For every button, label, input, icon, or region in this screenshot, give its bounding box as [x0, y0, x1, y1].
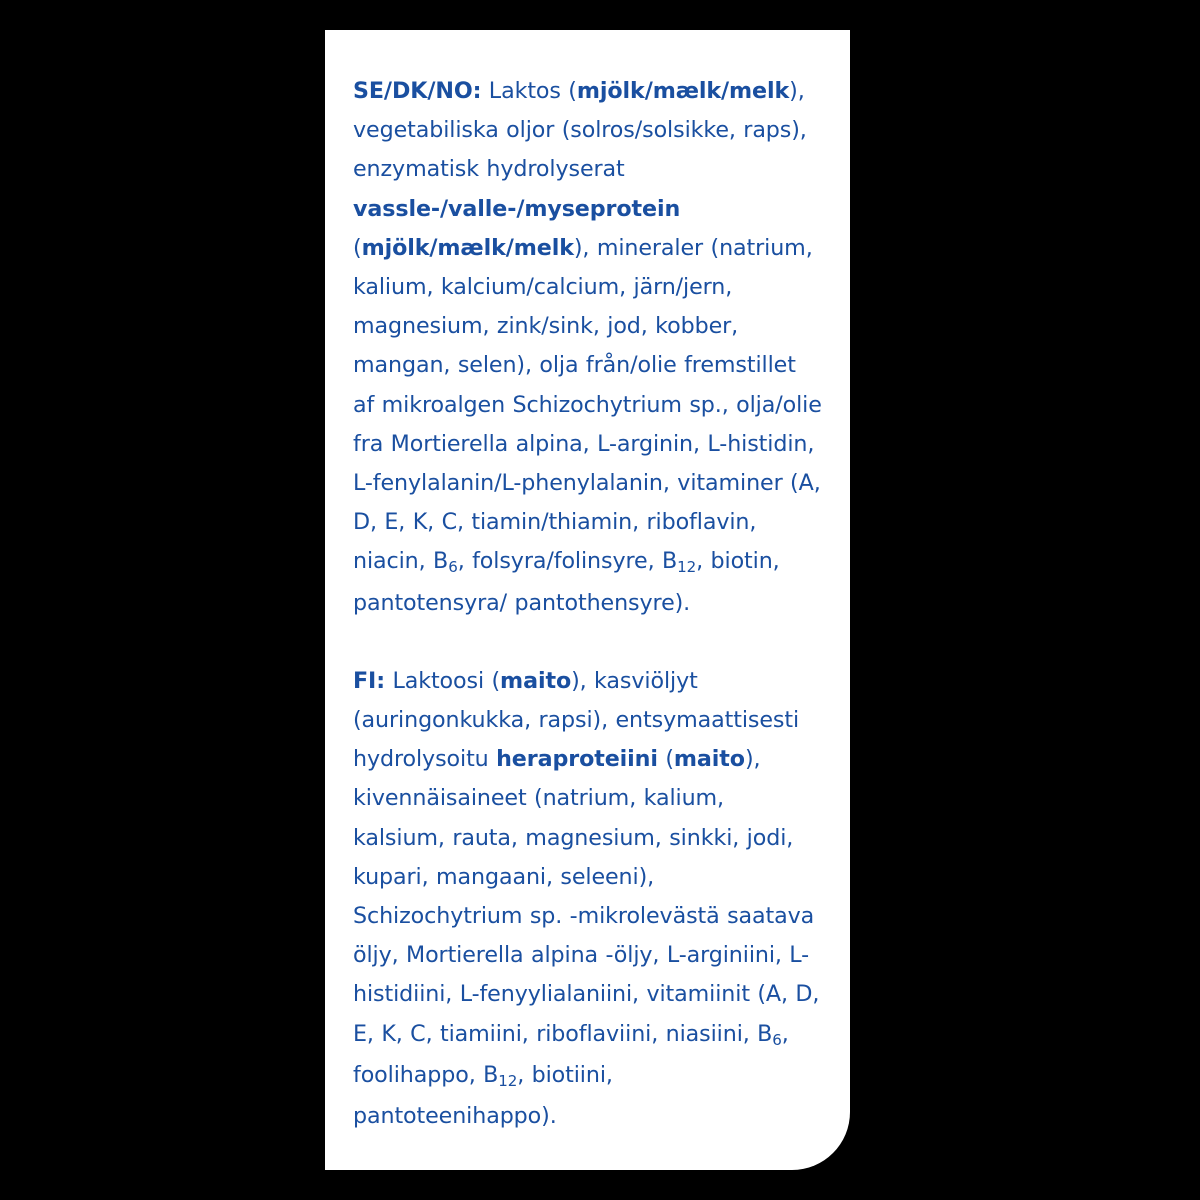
ingredient-text: ), mineraler (natrium, kalium, kalcium/calcium, järn/jern, magnesium, zink/sink, jod, kobber, mangan, selen), olja från/olie fremstillet af mikroalgen Schizochytrium sp., olja/olie fra Mortierella alpina, L-arginin, L-histidin, L-fenylalanin/L-phenylalanin, vitaminer (A, D, E, K, C, tiamin/thiamin, riboflavin, niacin, B — [353, 234, 822, 575]
ingredient-text: 12 — [677, 558, 697, 577]
ingredients-paragraph-se-dk-no — [353, 72, 822, 623]
allergen-emphasis: maito — [673, 746, 745, 773]
ingredient-text: ( — [657, 746, 674, 773]
ingredient-text: , biotin, pantotensyra/ pantothensyre). — [353, 548, 780, 616]
allergen-emphasis: heraproteiini — [496, 746, 658, 773]
allergen-emphasis: maito — [500, 667, 572, 694]
allergen-emphasis: vassle-/valle-/myseprotein — [353, 195, 681, 222]
ingredients-paragraph-fi — [353, 662, 822, 1136]
ingredient-text: ), vegetabiliska oljor (solros/solsikke, raps), enzymatisk hydrolyserat — [353, 78, 807, 183]
ingredient-text: Laktos ( — [481, 78, 577, 104]
ingredient-text: ), kasviöljyt (auringonkukka, rapsi), entsymaattisesti hydrolysoitu — [353, 667, 800, 773]
ingredient-text: 12 — [498, 1071, 518, 1090]
ingredient-text: ( — [353, 234, 362, 261]
ingredient-text: ), kivennäisaineet (natrium, kalium, kalsium, rauta, magnesium, sinkki, jodi, kupari, mangaani, seleeni), Schizochytrium sp. -mikrolevästä saatava öljy, Mortierella alpina -öljy, L-arginiini, L-histidiini, L-fenyylialaniini, vitamiinit (A, D, E, K, C, tiamiini, riboflaviini, niasiini, B — [353, 746, 820, 1047]
ingredient-text: , foolihappo, B — [353, 1020, 789, 1088]
allergen-emphasis: mjölk/mælk/melk — [576, 78, 790, 104]
allergen-emphasis: mjölk/mælk/melk — [361, 234, 574, 261]
allergen-emphasis: SE/DK/NO: — [353, 78, 482, 104]
ingredients-label-card — [325, 30, 850, 1170]
ingredient-text: 6 — [448, 558, 458, 577]
ingredient-text: Laktoosi ( — [385, 667, 501, 694]
ingredient-text: 6 — [772, 1030, 782, 1049]
allergen-emphasis: FI: — [353, 667, 385, 694]
ingredient-text: , biotiini, pantoteenihappo). — [353, 1061, 613, 1130]
ingredient-text: , folsyra/folinsyre, B — [457, 548, 678, 575]
